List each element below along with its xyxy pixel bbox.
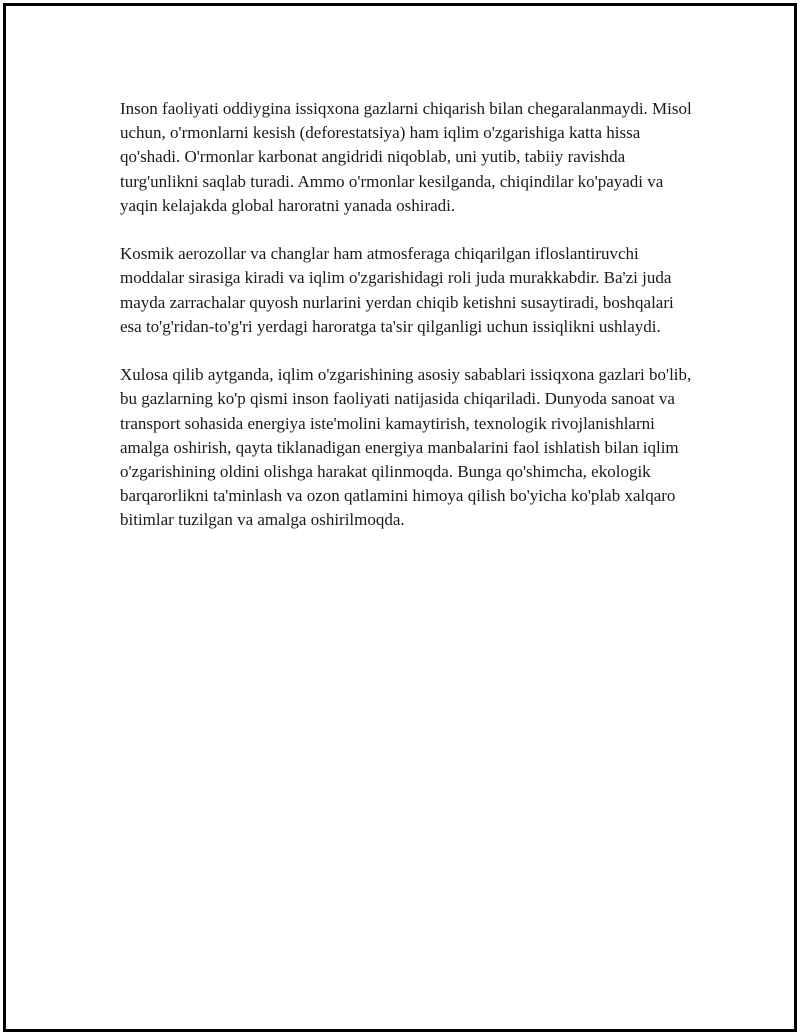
paragraph-aerosols: Kosmik aerozollar va changlar ham atmosferaga chiqarilgan ifloslantiruvchi moddalar sirasiga kiradi va iqlim o'zgarishidagi roli juda murakkabdir. Ba'zi juda mayda zarrachalar quyosh nurlarini yerdan chiqib ketishni susaytiradi, boshqalari esa to'g'ridan-to'g'ri yerdagi haroratga ta'sir qilganligi uchun issiqlikni ushlaydi. [120, 244, 674, 336]
paragraph-conclusion: Xulosa qilib aytganda, iqlim o'zgarishining asosiy sabablari issiqxona gazlari bo'lib, bu gazlarning ko'p qismi inson faoliyati natijasida chiqariladi. Dunyoda sanoat va transport sohasida energiya iste'molini kamaytirish, texnologik rivojlanishlarni amalga oshirish, qayta tiklanadigan energiya manbalarini faol ishlatish bilan iqlim o'zgarishining oldini olishga harakat qilinmoqda. Bunga qo'shimcha, ekologik barqarorlikni ta'minlash va ozon qatlamini himoya qilish bo'yicha ko'plab xalqaro bitimlar tuzilgan va amalga oshirilmoqda. [120, 365, 692, 530]
document-body [120, 97, 692, 557]
paragraph-deforestation: Inson faoliyati oddiygina issiqxona gazlarni chiqarish bilan chegaralanmaydi. Misol uchun, o'rmonlarni kesish (deforestatsiya) ham iqlim o'zgarishiga katta hissa qo'shadi. O'rmonlar karbonat angidridi niqoblab, uni yutib, tabiiy ravishda turg'unlikni saqlab turadi. Ammo o'rmonlar kesilganda, chiqindilar ko'payadi va yaqin kelajakda global haroratni yanada oshiradi. [120, 99, 692, 215]
document-page [3, 3, 797, 1032]
